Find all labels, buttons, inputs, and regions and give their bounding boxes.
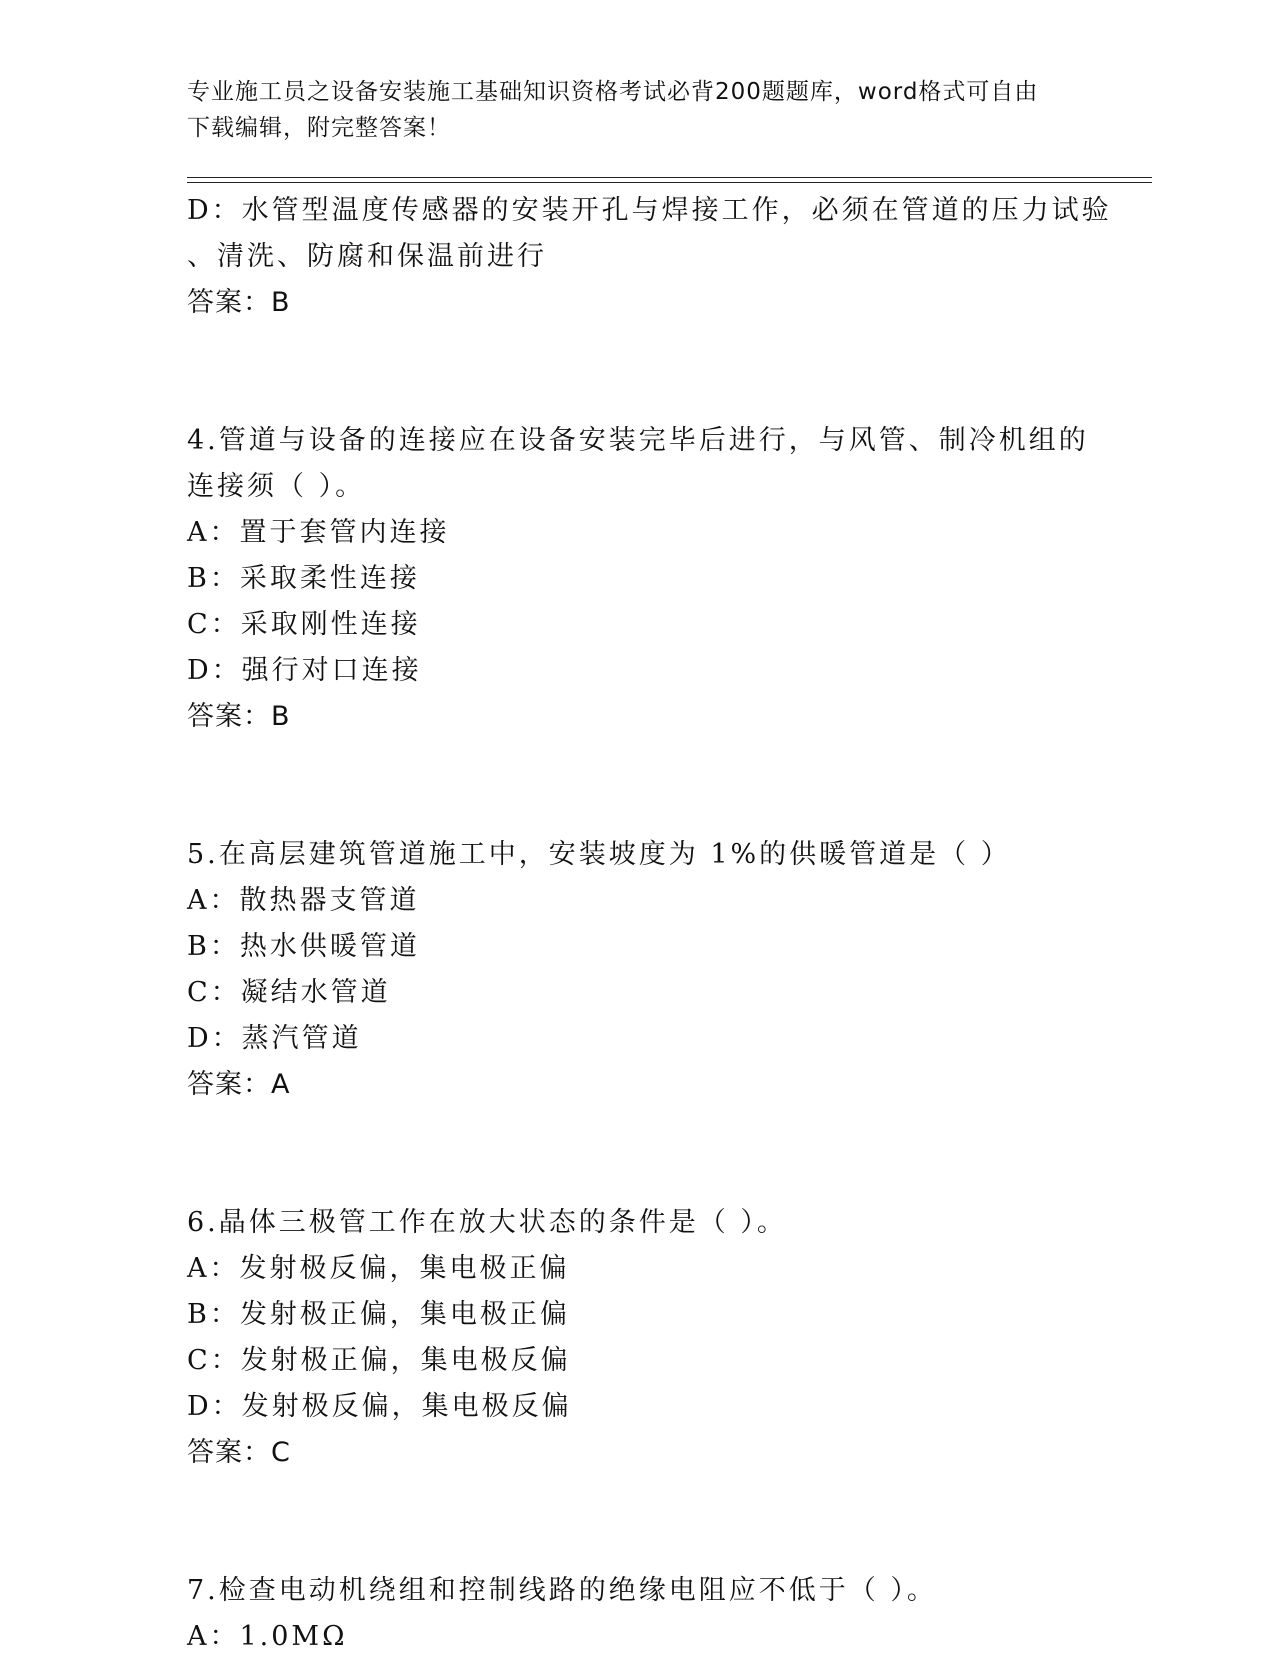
option-b: B：热水供暖管道 (187, 931, 420, 962)
option-a: A：置于套管内连接 (187, 517, 450, 548)
question-stem: 5.在高层建筑管道施工中，安装坡度为 1%的供暖管道是（ ） (187, 839, 1011, 870)
option-c: C：发射极正偏，集电极反偏 (187, 1345, 571, 1376)
option-d: D：发射极反偏，集电极反偏 (187, 1391, 572, 1422)
option-d: D：强行对口连接 (187, 655, 422, 686)
header-line-2: 下载编辑，附完整答案！ (187, 115, 451, 141)
option-d: D：蒸汽管道 (187, 1023, 362, 1054)
header-line-1: 专业施工员之设备安装施工基础知识资格考试必背200题题库，word格式可自由 (187, 79, 1039, 105)
answer-line: 答案：C (187, 1437, 291, 1468)
question-content (187, 188, 1112, 1660)
answer-line: 答案：B (187, 287, 291, 318)
spacer (187, 1476, 1087, 1568)
option-d-continuation: 、清洗、防腐和保温前进行 (187, 241, 547, 272)
answer-line: 答案：A (187, 1069, 291, 1100)
header-divider-bottom (187, 182, 1152, 183)
spacer (187, 326, 1087, 418)
option-a: A：1.0MΩ (187, 1621, 348, 1652)
spacer (187, 740, 1087, 832)
option-d: D：水管型温度传感器的安装开孔与焊接工作，必须在管道的压力试验 (187, 195, 1112, 226)
answer-line: 答案：B (187, 701, 291, 732)
option-a: A：散热器支管道 (187, 885, 420, 916)
spacer (187, 1108, 1087, 1200)
question-stem: 6.晶体三极管工作在放大状态的条件是（ ）。 (187, 1207, 787, 1238)
question-stem-continuation: 连接须（ ）。 (187, 471, 366, 502)
question-block-4 (187, 418, 1087, 740)
option-c: C：采取刚性连接 (187, 609, 421, 640)
question-block-7 (187, 1568, 1087, 1660)
option-b: B：采取柔性连接 (187, 563, 420, 594)
question-block-5 (187, 832, 1087, 1108)
option-c: C：凝结水管道 (187, 977, 391, 1008)
question-stem: 7.检查电动机绕组和控制线路的绝缘电阻应不低于（ ）。 (187, 1575, 937, 1606)
document-header (187, 74, 1087, 146)
question-stem: 4.管道与设备的连接应在设备安装完毕后进行，与风管、制冷机组的 (187, 425, 1089, 456)
header-divider-top (187, 177, 1152, 178)
option-a: A：发射极反偏，集电极正偏 (187, 1253, 570, 1284)
question-block-6 (187, 1200, 1087, 1476)
question-block-3 (187, 188, 1112, 326)
option-b: B：发射极正偏，集电极正偏 (187, 1299, 570, 1330)
